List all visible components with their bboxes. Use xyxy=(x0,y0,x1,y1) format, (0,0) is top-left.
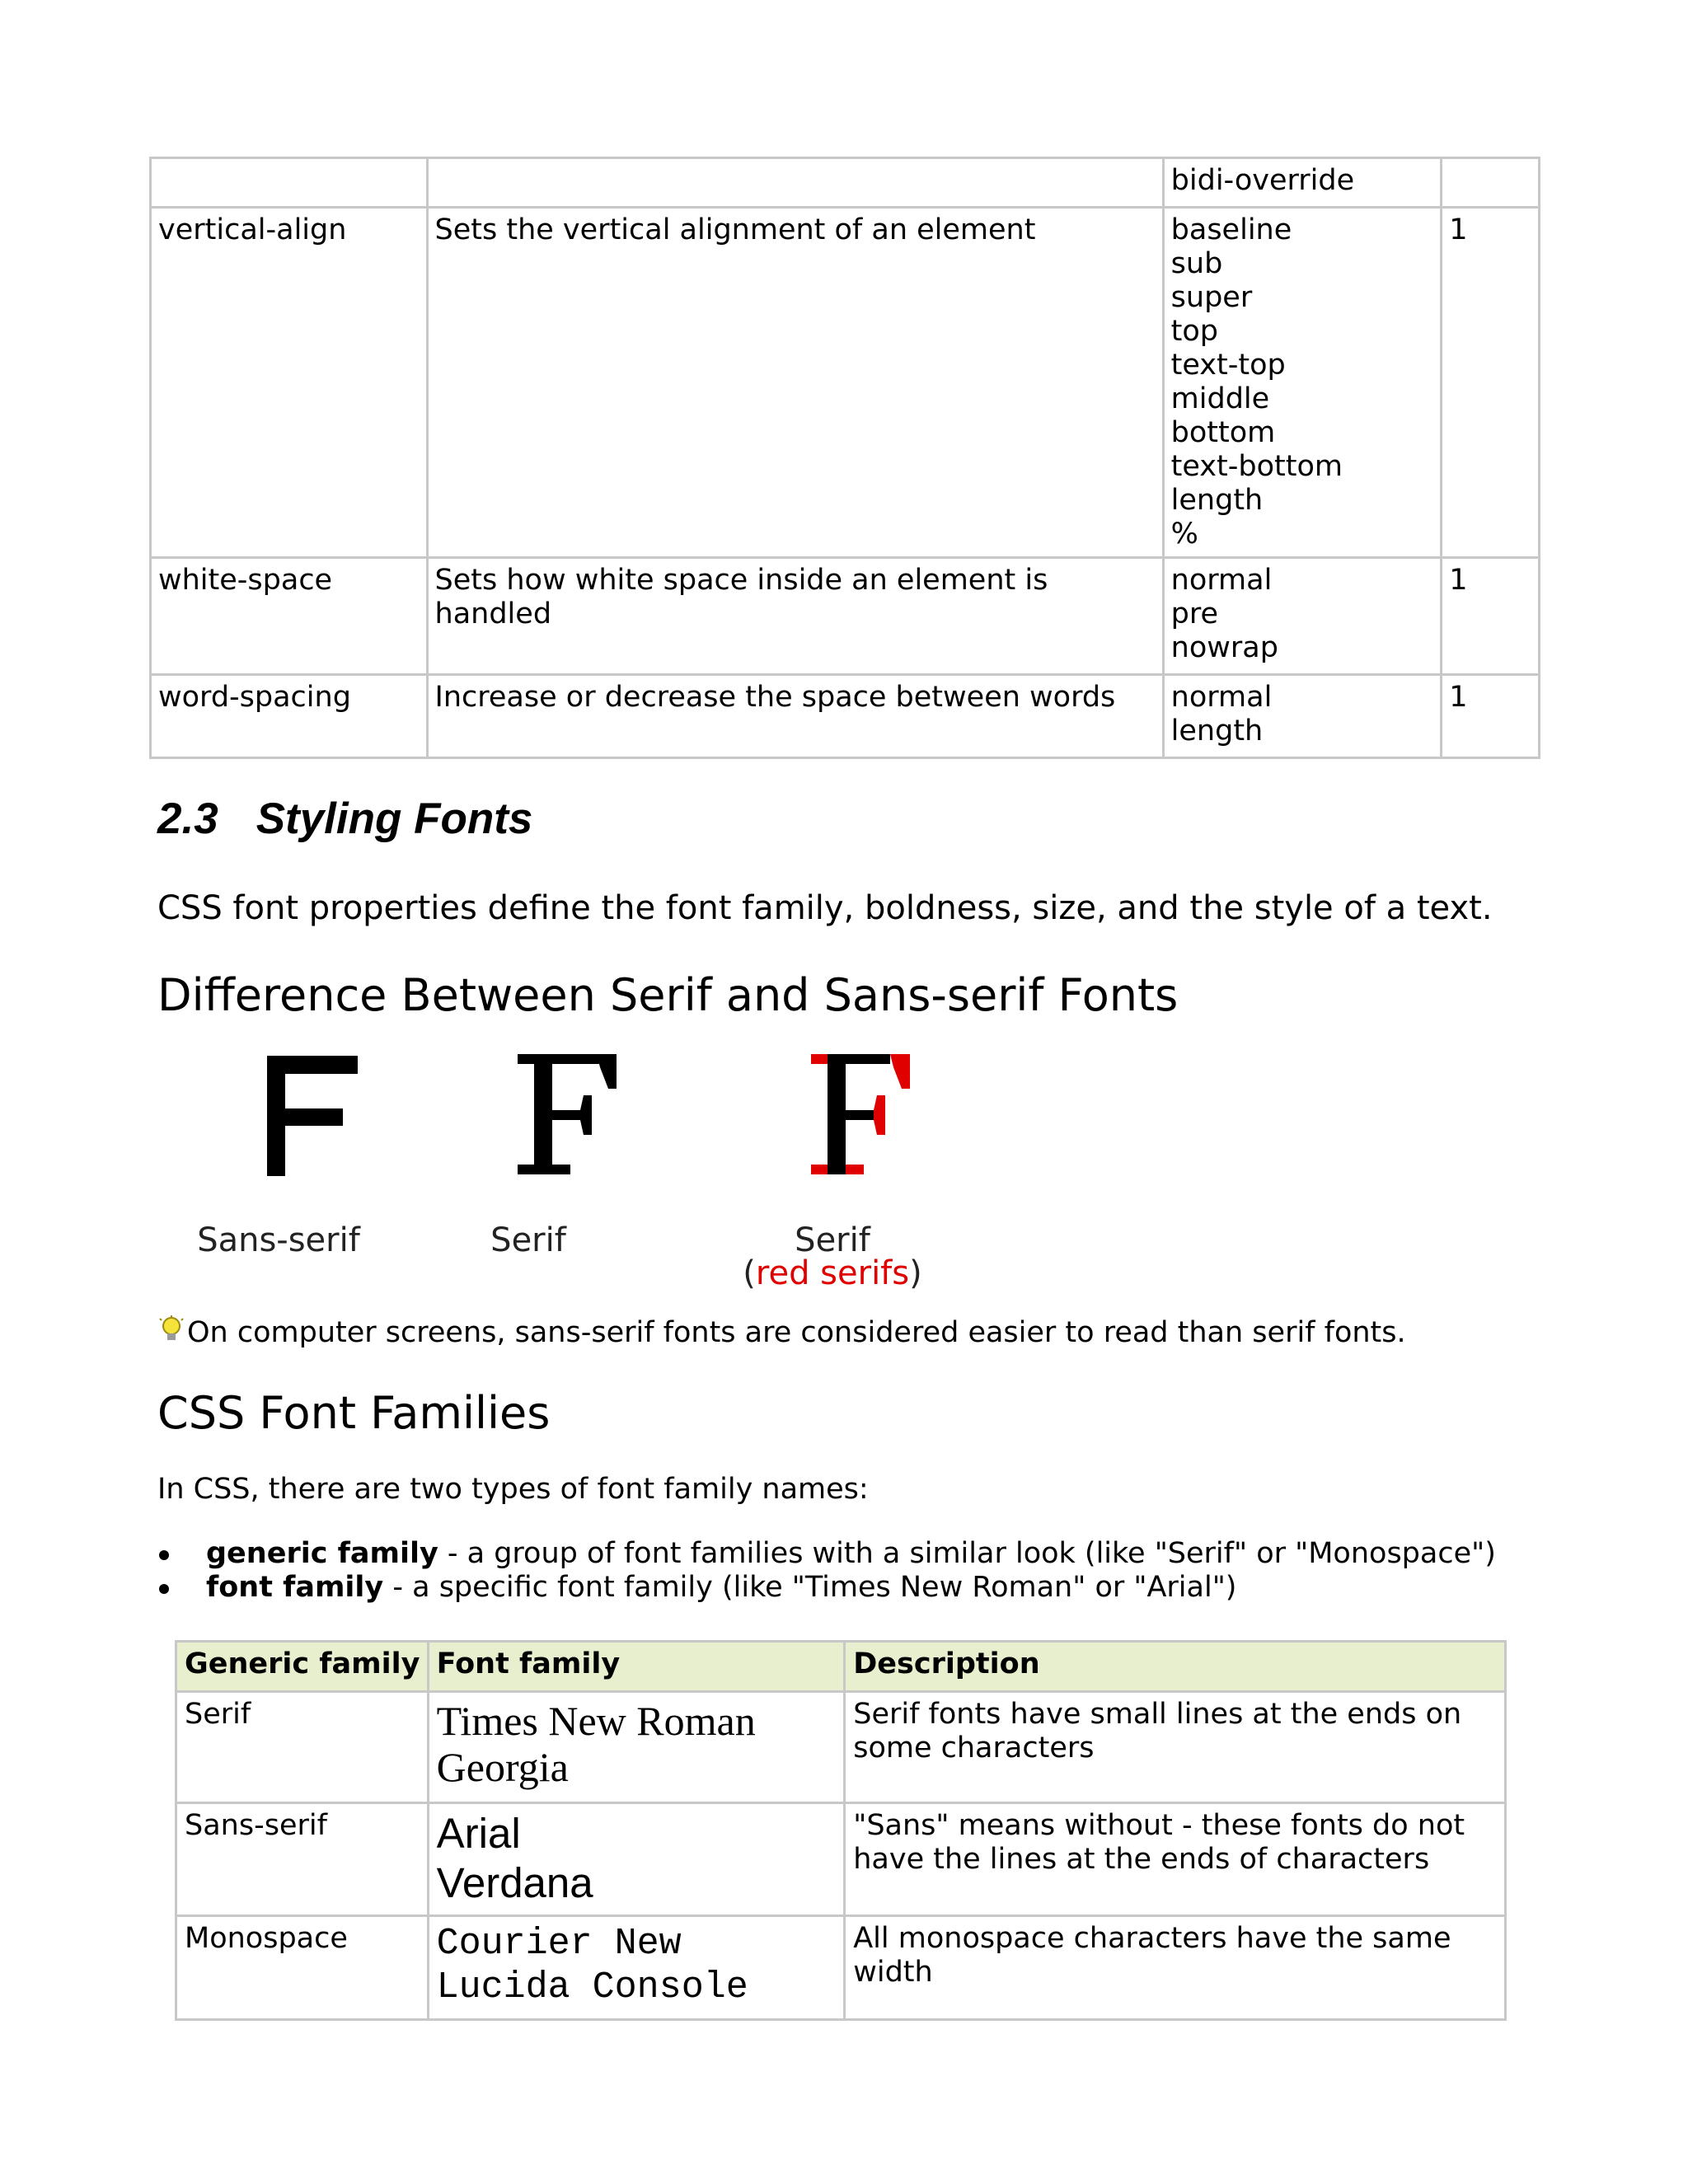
description-cell: Increase or decrease the space between words xyxy=(427,675,1163,758)
header-generic-family: Generic family xyxy=(176,1642,429,1692)
font-families-table xyxy=(175,1640,1507,2021)
description-cell: All monospace characters have the same width xyxy=(845,1916,1506,2020)
value-item-emphasized: % xyxy=(1170,518,1198,551)
value-item-emphasized: length xyxy=(1170,715,1264,748)
value-item-emphasized: length xyxy=(1170,484,1264,517)
font-family-cell xyxy=(428,1916,845,2020)
description-cell: Sets how white space inside an element is handled xyxy=(427,558,1163,675)
font-family-cell xyxy=(428,1692,845,1803)
section-heading xyxy=(157,793,532,846)
serif-label: Serif xyxy=(490,1221,566,1259)
serif-glyph-red xyxy=(804,1034,920,1183)
font-name-types-list xyxy=(157,1537,1496,1605)
difference-heading: Difference Between Serif and Sans-serif Fonts xyxy=(157,969,1179,1021)
values-cell xyxy=(1163,158,1442,208)
description-cell: Sets the vertical alignment of an element xyxy=(427,208,1163,558)
section-title: Styling Fonts xyxy=(256,794,533,843)
value-item: text-top xyxy=(1170,349,1286,382)
font-sample: Times New Roman xyxy=(436,1698,756,1744)
values-cell xyxy=(1163,675,1442,758)
value-item: normal xyxy=(1170,564,1273,597)
serif-illustration xyxy=(165,1034,989,1306)
header-description: Description xyxy=(845,1642,1506,1692)
value-item: sub xyxy=(1170,247,1223,280)
value-item: text-bottom xyxy=(1170,450,1343,483)
description-cell: "Sans" means without - these fonts do not have the lines at the ends of characters xyxy=(845,1803,1506,1916)
table-header-row xyxy=(176,1642,1506,1692)
property-cell xyxy=(151,158,428,208)
table-row xyxy=(151,558,1540,675)
values-cell xyxy=(1163,558,1442,675)
section-number: 2.3 xyxy=(157,794,218,843)
property-cell: vertical-align xyxy=(151,208,428,558)
value-item: nowrap xyxy=(1170,631,1278,664)
red-serifs-open-paren: ( xyxy=(743,1254,756,1292)
font-sample: Lucida Console xyxy=(436,1966,748,2008)
css-text-properties-table xyxy=(149,157,1540,759)
table-row xyxy=(151,208,1540,558)
table-row xyxy=(176,1803,1506,1916)
value-item: super xyxy=(1170,281,1253,314)
table-row xyxy=(176,1916,1506,2020)
list-item-desc: - a group of font families with a similar look (like "Serif" or "Monospace") xyxy=(438,1537,1496,1570)
css-version-cell: 1 xyxy=(1442,675,1540,758)
description-cell xyxy=(427,158,1163,208)
types-intro: In CSS, there are two types of font family names: xyxy=(157,1473,869,1506)
font-family-cell xyxy=(428,1803,845,1916)
css-version-cell xyxy=(1442,158,1540,208)
description-cell: Serif fonts have small lines at the ends on some characters xyxy=(845,1692,1506,1803)
serif-label-red: Serif xyxy=(795,1221,870,1259)
generic-cell: Serif xyxy=(176,1692,429,1803)
intro-paragraph: CSS font properties define the font family, boldness, size, and the style of a text. xyxy=(157,889,1493,927)
value-item: bottom xyxy=(1170,416,1276,449)
table-row xyxy=(176,1692,1506,1803)
font-sample: Verdana xyxy=(436,1859,593,1906)
css-version-cell: 1 xyxy=(1442,558,1540,675)
font-families-heading: CSS Font Families xyxy=(157,1387,551,1439)
lightbulb-icon xyxy=(157,1315,185,1354)
red-serifs-text: red serifs xyxy=(755,1254,910,1292)
red-serifs-caption xyxy=(742,1255,923,1291)
sans-serif-glyph xyxy=(262,1034,361,1183)
generic-cell: Sans-serif xyxy=(176,1803,429,1916)
tip-text: On computer screens, sans-serif fonts are considered easier to read than serif fonts. xyxy=(187,1316,1406,1349)
generic-cell: Monospace xyxy=(176,1916,429,2020)
font-sample: Arial xyxy=(436,1810,521,1857)
css-version-cell: 1 xyxy=(1442,208,1540,558)
font-sample: Courier New xyxy=(436,1923,682,1965)
values-cell xyxy=(1163,208,1442,558)
table-row xyxy=(151,158,1540,208)
sans-serif-label: Sans-serif xyxy=(197,1221,360,1259)
list-item xyxy=(157,1571,1496,1605)
header-font-family: Font family xyxy=(428,1642,845,1692)
serif-glyph xyxy=(511,1034,626,1183)
value-item: top xyxy=(1170,315,1219,348)
list-item-term: font family xyxy=(206,1571,384,1604)
tip-paragraph xyxy=(157,1315,1406,1354)
font-sample: Georgia xyxy=(436,1744,569,1790)
table-row xyxy=(151,675,1540,758)
value-item: pre xyxy=(1170,598,1219,630)
value-item: normal xyxy=(1170,681,1273,714)
red-serifs-close-paren: ) xyxy=(909,1254,922,1292)
list-item-term: generic family xyxy=(206,1537,438,1570)
value-item: middle xyxy=(1170,382,1270,415)
value-item: bidi-override xyxy=(1170,164,1355,197)
list-item-desc: - a specific font family (like "Times New Roman" or "Arial") xyxy=(383,1571,1237,1604)
property-cell: word-spacing xyxy=(151,675,428,758)
list-item xyxy=(157,1537,1496,1571)
property-cell: white-space xyxy=(151,558,428,675)
value-item: baseline xyxy=(1170,213,1292,246)
